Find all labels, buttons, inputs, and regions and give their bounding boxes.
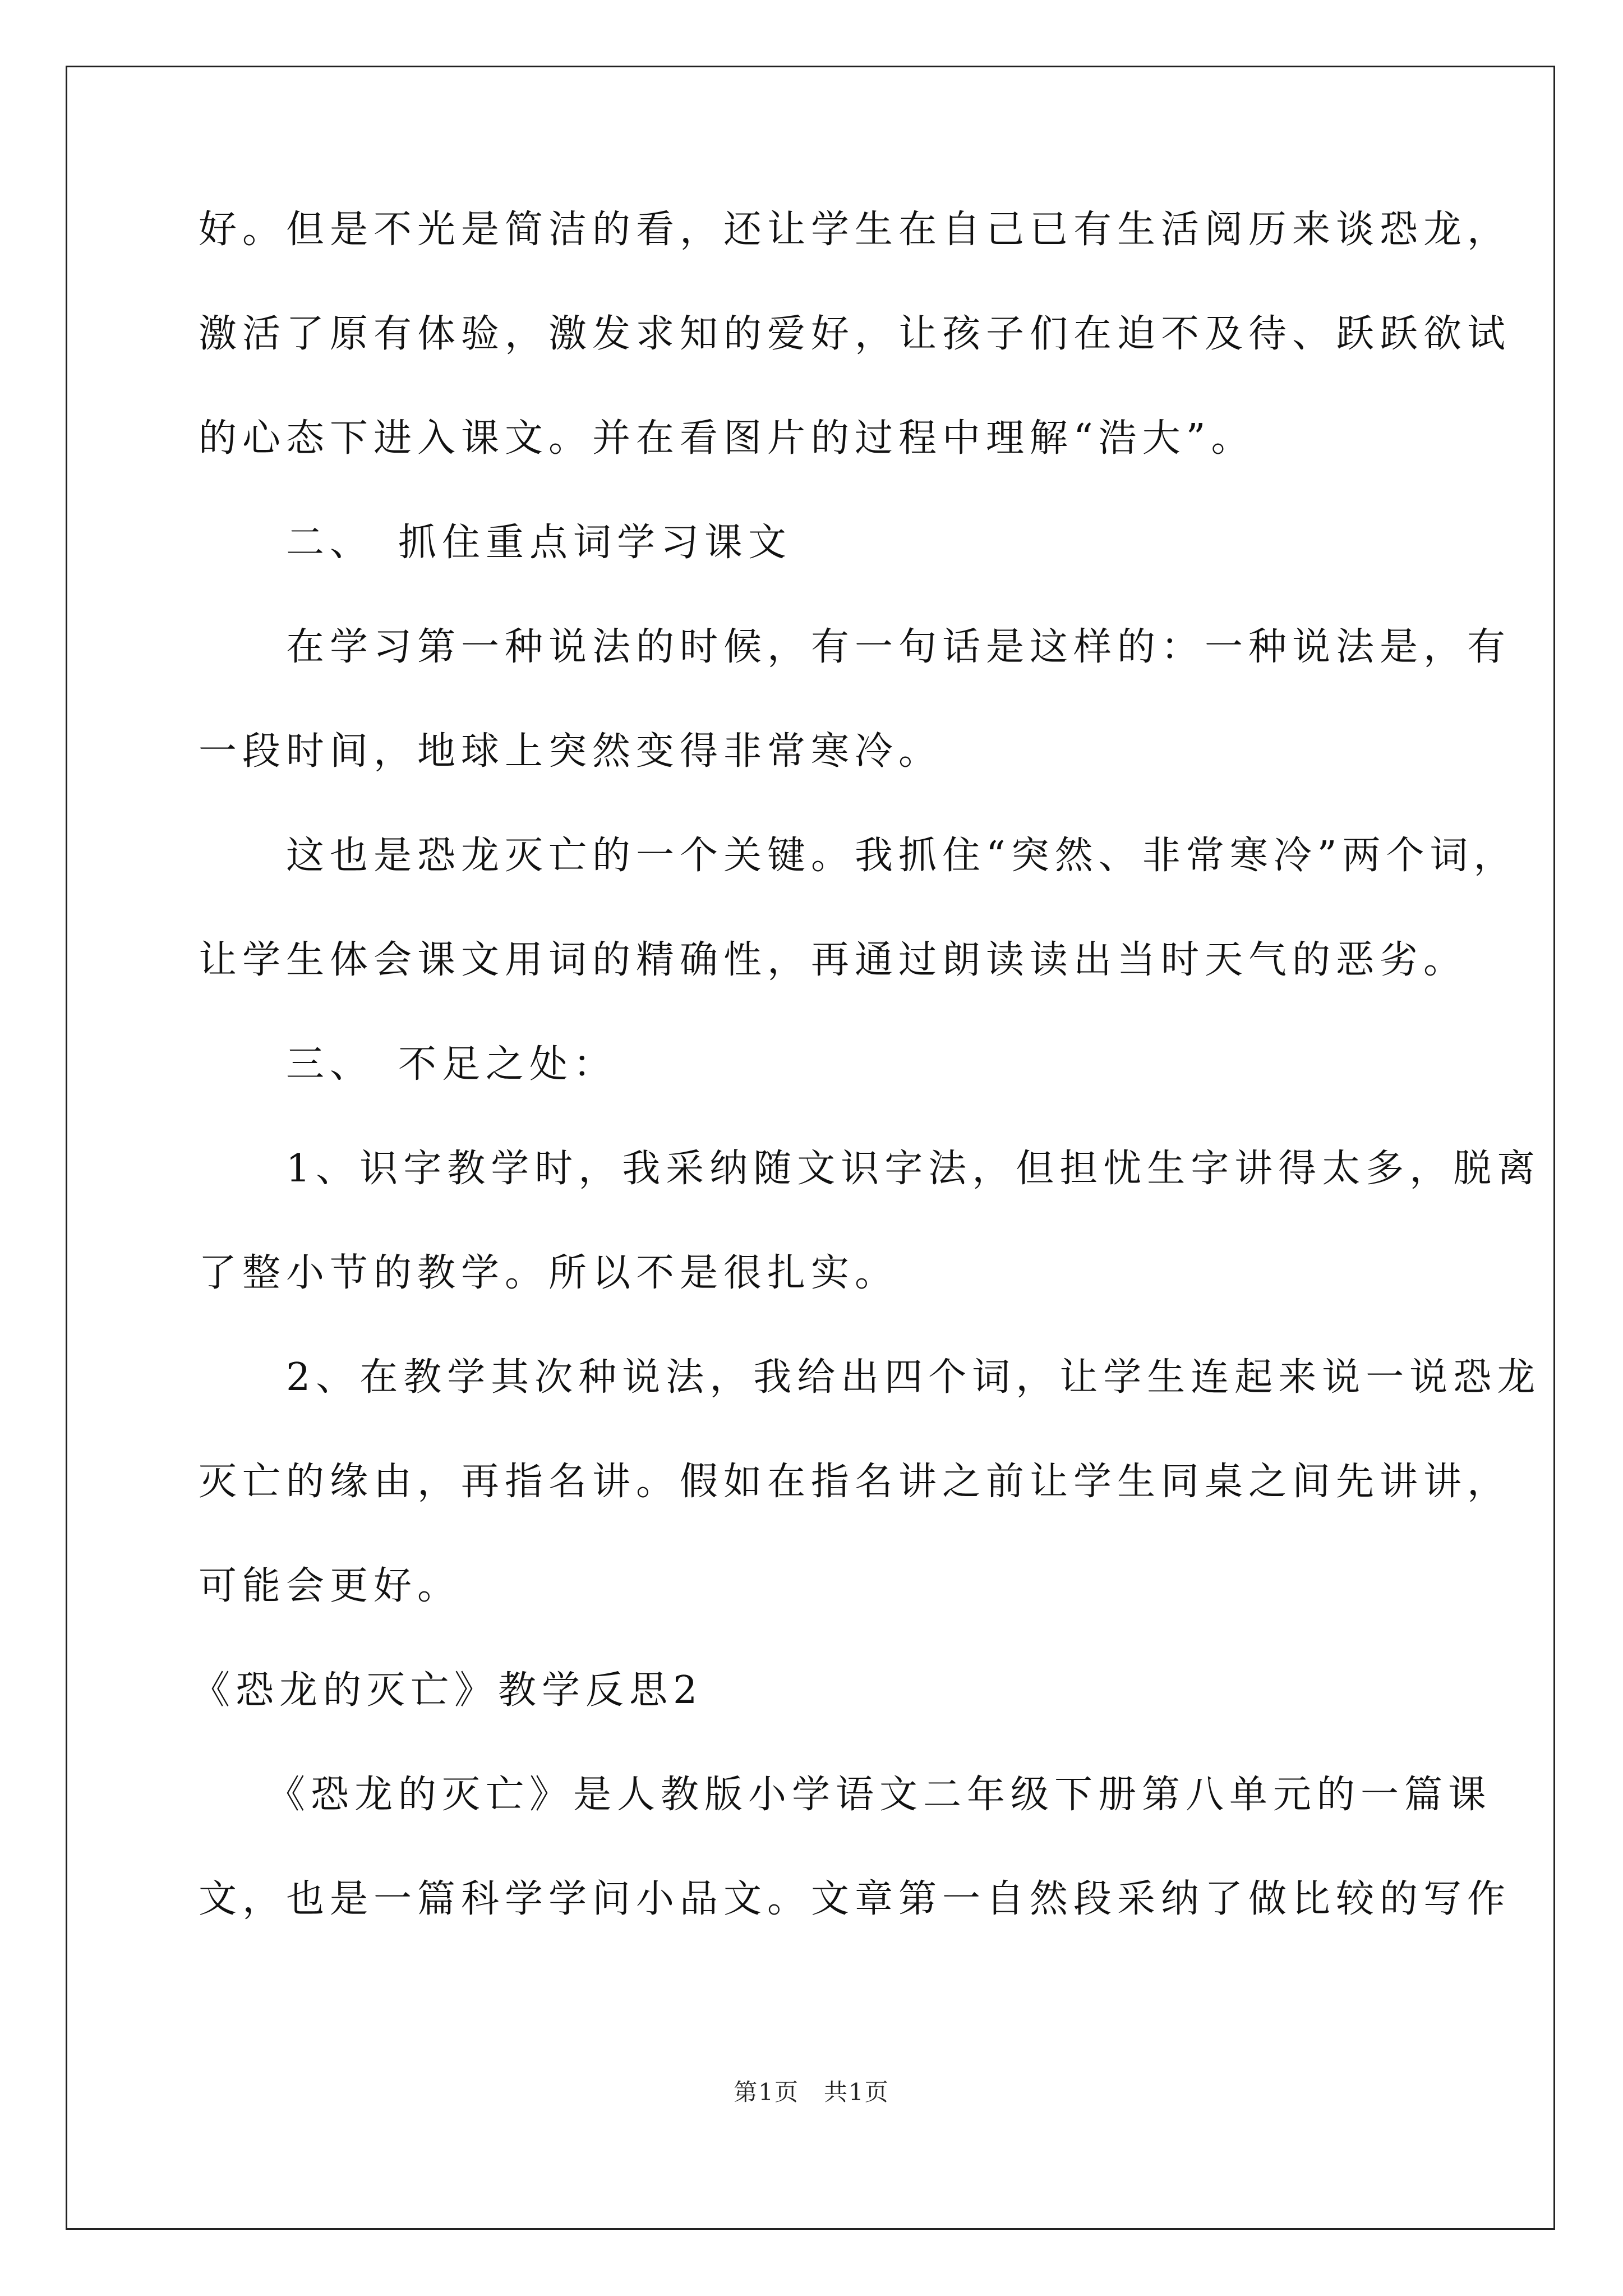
section-heading-3: 三、 不足之处： <box>199 1042 617 1087</box>
text-line-2: 激活了原有体验，激发求知的爱好，让孩子们在迫不及待、跃跃欲试 <box>199 312 1511 356</box>
text-line-14: 可能会更好。 <box>199 1564 462 1608</box>
text-line-12: 2、在教学其次种说法，我给出四个词，让学生连起来说一说恐龙 <box>199 1355 1541 1400</box>
article-title: 《恐龙的灭亡》教学反思2 <box>192 1668 703 1713</box>
text-line-3: 的心态下进入课文。并在看图片的过程中理解“浩大”。 <box>199 416 1255 461</box>
text-line-7: 这也是恐龙灭亡的一个关键。我抓住“突然、非常寒冷”两个词， <box>199 834 1518 878</box>
text-line-1: 好。但是不光是简洁的看，还让学生在自己已有生活阅历来谈恐龙， <box>199 208 1511 252</box>
text-line-6: 一段时间，地球上突然变得非常寒冷。 <box>199 729 943 774</box>
text-line-13: 灭亡的缘由，再指名讲。假如在指名讲之前让学生同桌之间先讲讲， <box>199 1460 1511 1504</box>
text-line-5: 在学习第一种说法的时候，有一句话是这样的：一种说法是，有 <box>199 625 1511 669</box>
page-number-footer: 第1页 共1页 <box>734 2078 889 2106</box>
section-heading-2: 二、 抓住重点词学习课文 <box>199 521 792 565</box>
text-line-8: 让学生体会课文用词的精确性，再通过朗读读出当时天气的恶劣。 <box>199 938 1468 982</box>
text-line-16: 《恐龙的灭亡》是人教版小学语文二年级下册第八单元的一篇课 <box>199 1773 1492 1817</box>
text-line-10: 1、识字教学时，我采纳随文识字法，但担忧生字讲得太多，脱离 <box>199 1147 1541 1191</box>
text-line-11: 了整小节的教学。所以不是很扎实。 <box>199 1251 899 1295</box>
text-line-17: 文，也是一篇科学学问小品文。文章第一自然段采纳了做比较的写作 <box>199 1877 1511 1921</box>
